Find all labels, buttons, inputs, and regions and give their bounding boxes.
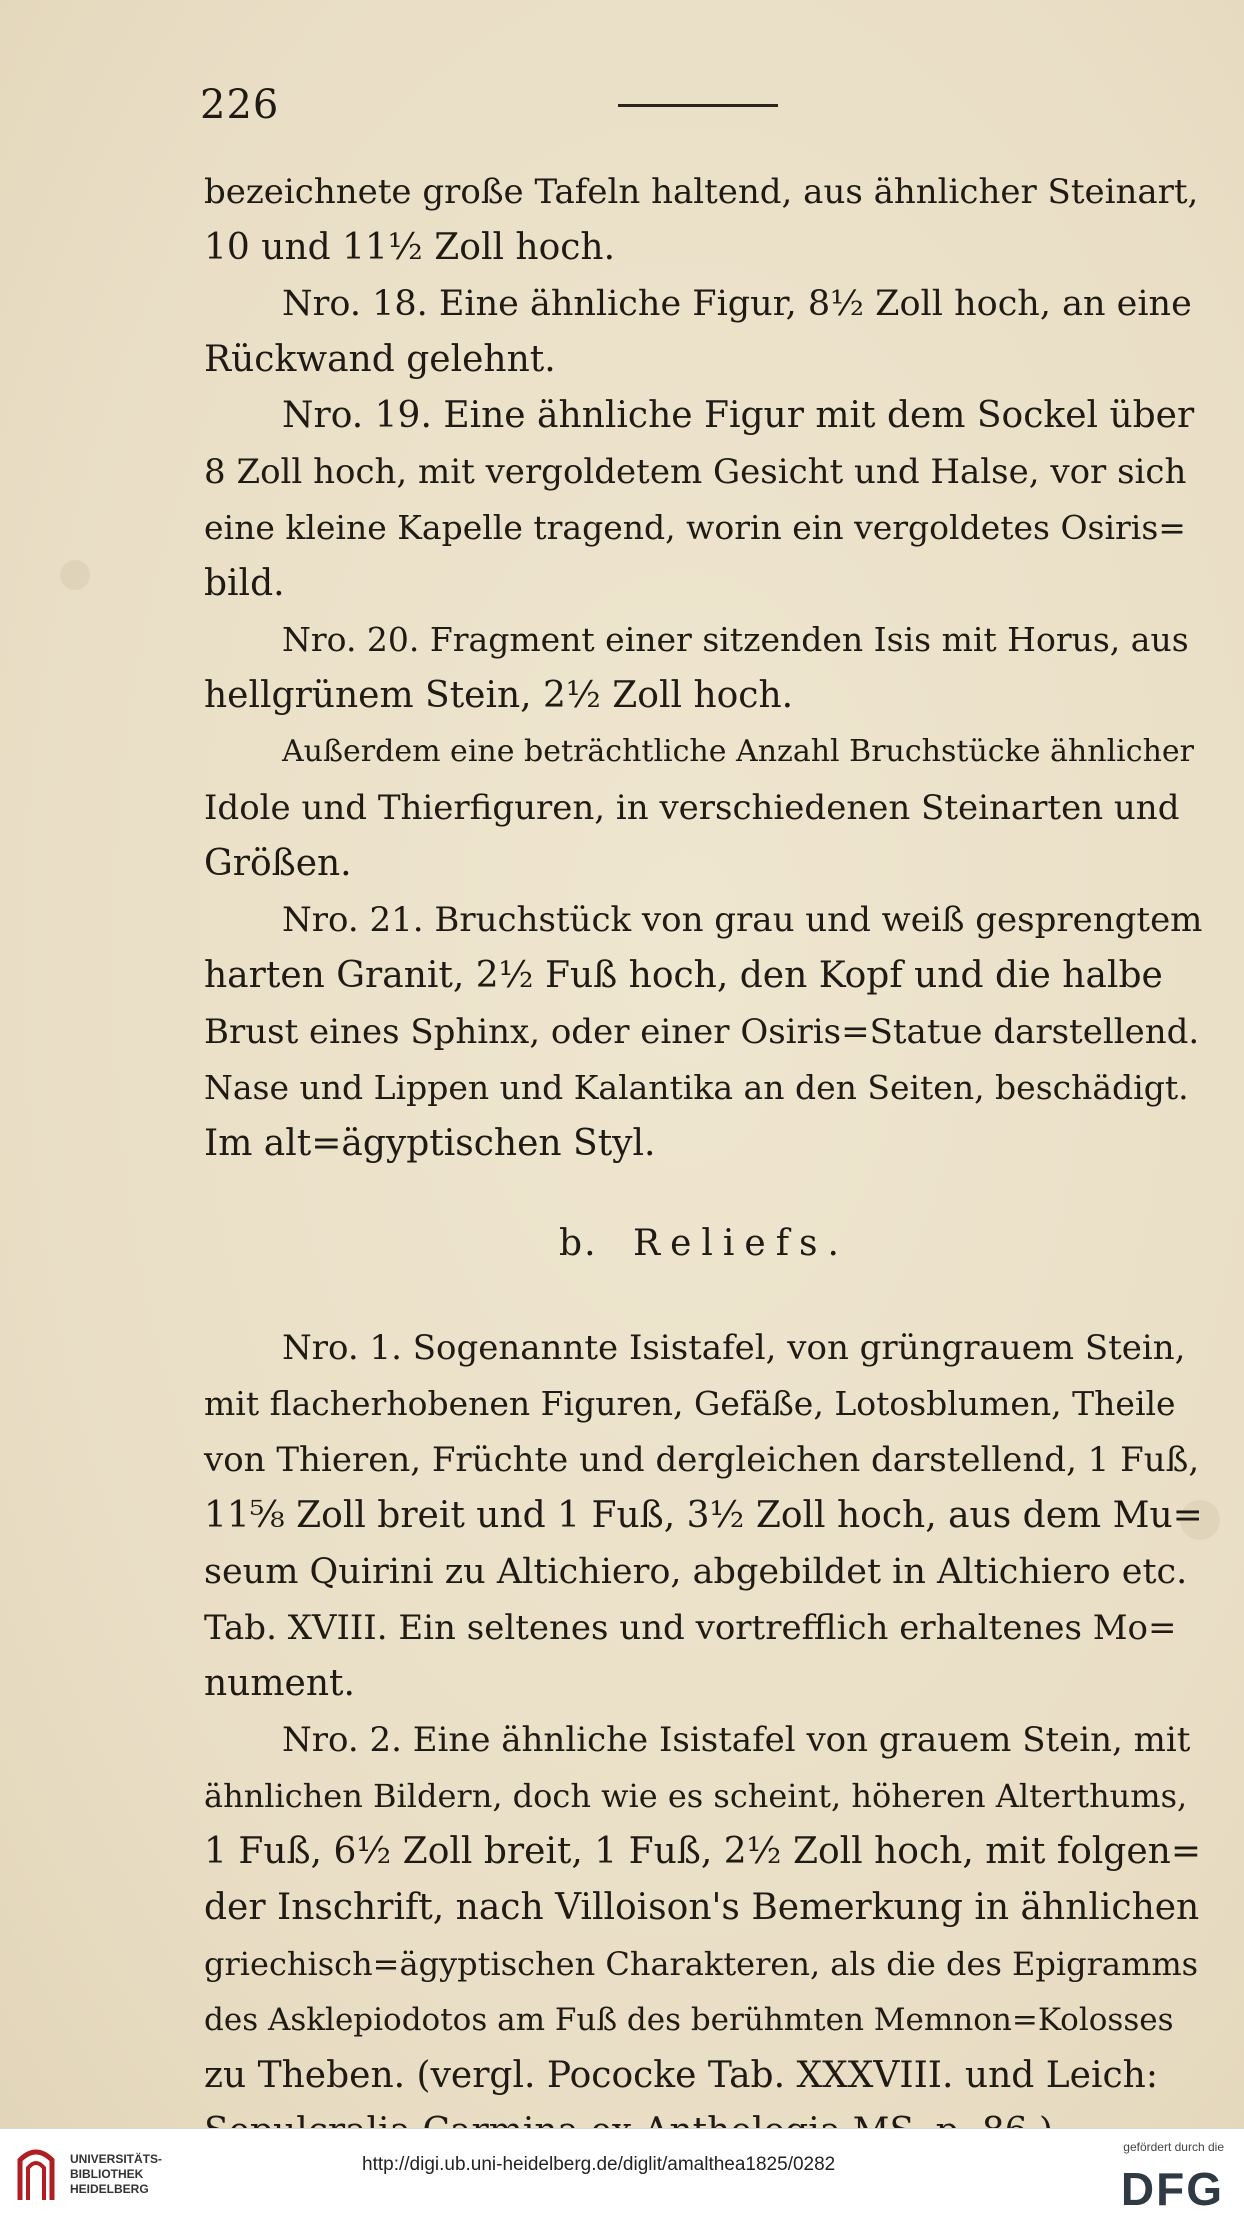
text-line: zu Theben. (vergl. Pococke Tab. XXXVIII. und Leich: xyxy=(204,2055,1158,2096)
university-library-name xyxy=(70,2152,162,2197)
university-library-logo-icon xyxy=(14,2140,58,2210)
text-line: bezeichnete große Tafeln haltend, aus ähnlicher Steinart, xyxy=(204,172,1199,212)
paragraph xyxy=(204,276,1204,388)
text-line: seum Quirini zu Altichiero, abgebildet in Altichiero etc. xyxy=(204,1552,1188,1592)
institution-line: HEIDELBERG xyxy=(70,2182,149,2196)
page-number: 226 xyxy=(200,82,280,128)
paragraphs-before-section xyxy=(204,164,1204,1172)
permalink-url[interactable]: http://digi.ub.uni-heidelberg.de/diglit/amalthea1825/0282 xyxy=(362,2154,836,2175)
paragraph xyxy=(204,612,1204,724)
text-line: von Thieren, Früchte und dergleichen darstellend, 1 Fuß, xyxy=(204,1440,1200,1480)
paragraph xyxy=(204,724,1204,892)
paragraph xyxy=(204,388,1204,612)
text-line: der Inschrift, nach Villoison's Bemerkung in ähnlichen xyxy=(204,1887,1200,1928)
text-line: Größen. xyxy=(204,843,352,884)
text-line: Im alt=ägyptischen Styl. xyxy=(204,1123,656,1164)
text-line: 1 Fuß, 6½ Zoll breit, 1 Fuß, 2½ Zoll hoch, mit folgen= xyxy=(204,1831,1201,1872)
text-line: ähnlichen Bildern, doch wie es scheint, höheren Alterthums, xyxy=(204,1777,1188,1815)
funding-caption: gefördert durch die xyxy=(1123,2140,1224,2154)
paragraph xyxy=(204,892,1204,1172)
page-body xyxy=(204,164,1204,2160)
text-line: bild. xyxy=(204,563,285,604)
paragraph xyxy=(204,164,1204,276)
text-line: nument. xyxy=(204,1663,355,1704)
text-line: Nase und Lippen und Kalantika an den Seiten, beschädigt. xyxy=(204,1068,1189,1107)
dfg-logo: DFG xyxy=(1120,2163,1224,2215)
text-line: Nro. 1. Sogenannte Isistafel, von grüngrauem Stein, xyxy=(282,1328,1186,1368)
text-line: Idole und Thierfiguren, in verschiedenen Steinarten und xyxy=(204,788,1180,828)
institution-line: UNIVERSITÄTS- xyxy=(70,2152,163,2166)
text-line: Tab. XVIII. Ein seltenes und vortrefflich erhaltenes Mo= xyxy=(204,1608,1177,1648)
text-line: Außerdem eine beträchtliche Anzahl Bruchstücke ähnlicher xyxy=(282,734,1194,769)
section-title: Reliefs. xyxy=(632,1223,849,1264)
text-line: mit flacherhobenen Figuren, Gefäße, Lotosblumen, Theile xyxy=(204,1384,1176,1423)
text-line: 11⅝ Zoll breit und 1 Fuß, 3½ Zoll hoch, aus dem Mu= xyxy=(204,1495,1203,1536)
text-line: 10 und 11½ Zoll hoch. xyxy=(204,227,616,268)
text-line: des Asklepiodotos am Fuß des berühmten Memnon=Kolosses xyxy=(204,2002,1174,2038)
text-line: Nro. 18. Eine ähnliche Figur, 8½ Zoll hoch, an eine xyxy=(282,284,1192,324)
header-rule xyxy=(618,104,778,107)
section-letter: b. xyxy=(559,1223,598,1264)
paragraphs-in-section xyxy=(204,1320,1204,2160)
text-line: eine kleine Kapelle tragend, worin ein vergoldetes Osiris= xyxy=(204,508,1186,547)
paper-stain xyxy=(60,560,90,590)
text-line: hellgrünem Stein, 2½ Zoll hoch. xyxy=(204,675,794,716)
section-heading xyxy=(204,1216,1204,1272)
paragraph xyxy=(204,1320,1204,1712)
text-line: griechisch=ägyptischen Charakteren, als die des Epigramms xyxy=(204,1945,1199,1983)
text-line: Nro. 19. Eine ähnliche Figur mit dem Sockel über xyxy=(282,395,1195,436)
text-line: Rückwand gelehnt. xyxy=(204,339,556,380)
text-line: harten Granit, 2½ Fuß hoch, den Kopf und die halbe xyxy=(204,955,1163,996)
text-line: 8 Zoll hoch, mit vergoldetem Gesicht und Halse, vor sich xyxy=(204,452,1187,492)
institution-line: BIBLIOTHEK xyxy=(70,2167,144,2181)
text-line: Nro. 21. Bruchstück von grau und weiß gesprengtem xyxy=(282,900,1203,940)
text-line: Nro. 2. Eine ähnliche Isistafel von grauem Stein, mit xyxy=(282,1720,1191,1760)
text-line: Nro. 20. Fragment einer sitzenden Isis mit Horus, aus xyxy=(282,620,1189,659)
text-line: Brust eines Sphinx, oder einer Osiris=Statue darstellend. xyxy=(204,1012,1200,1052)
paragraph xyxy=(204,1712,1204,2160)
